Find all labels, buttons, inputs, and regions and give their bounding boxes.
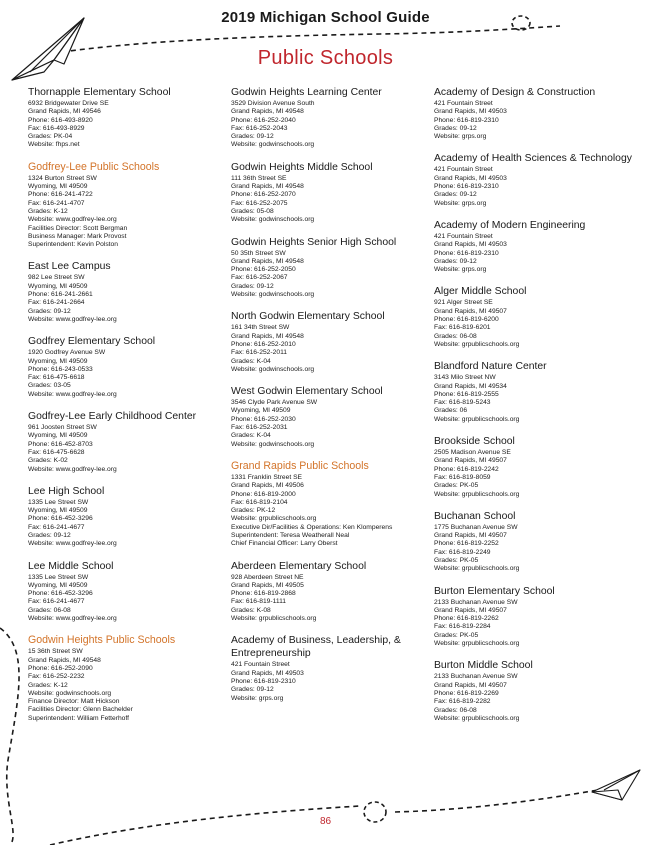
entry-detail-line: Website: grpublicschools.org [434, 640, 520, 648]
entry-detail-line: Wyoming, MI 49509 [28, 432, 88, 440]
listing-column-2 [231, 86, 436, 714]
entry-detail-line: Grand Rapids, MI 49507 [434, 307, 507, 315]
school-entry [28, 260, 233, 324]
school-name: Godwin Heights Learning Center [231, 87, 382, 98]
entry-detail-line: Fax: 616-819-5243 [434, 399, 491, 407]
entry-detail-line: 421 Fountain Street [231, 661, 290, 669]
school-entry [434, 435, 639, 499]
school-entry [434, 510, 639, 574]
entry-detail-line: 961 Joosten Street SW [28, 424, 97, 432]
entry-detail-line: Phone: 616-819-2555 [434, 390, 499, 398]
entry-detail-line: Website: grpublicschools.org [434, 714, 520, 722]
entry-detail-line: Grand Rapids, MI 49503 [434, 174, 507, 182]
school-name: Blandford Nature Center [434, 361, 547, 373]
listing-column-3 [434, 86, 639, 734]
school-name: Academy of Health Sciences & Technology [434, 153, 632, 165]
entry-detail-line: Website: grpublicschools.org [434, 415, 520, 423]
entry-detail-line: Phone: 616-252-2090 [28, 664, 93, 672]
district-name: Godwin Heights Public Schools [28, 634, 176, 647]
entry-detail-line: Wyoming, MI 49509 [28, 507, 88, 515]
entry-detail-line: Wyoming, MI 49509 [28, 357, 88, 365]
school-entry [28, 86, 233, 150]
entry-detail-line: Fax: 616-819-2104 [231, 498, 288, 506]
entry-detail-line: Grand Rapids, MI 49507 [434, 457, 507, 465]
entry-detail-line: Grades: 03-05 [28, 382, 71, 390]
entry-detail-line: Wyoming, MI 49509 [28, 183, 88, 191]
school-name: North Godwin Elementary School [231, 311, 385, 323]
entry-detail-line: Fax: 616-252-2067 [231, 274, 288, 282]
entry-detail-line: Website: godwinschools.org [28, 689, 112, 697]
school-entry [231, 310, 436, 374]
entry-detail-line: 1775 Buchanan Avenue SW [434, 523, 518, 531]
entry-detail-line: Website: www.godfrey-lee.org [28, 390, 117, 398]
entry-detail-line: Grades: 09-12 [434, 191, 477, 199]
section-title: Public Schools [257, 47, 394, 69]
school-name: Lee Middle School [28, 560, 114, 572]
school-name: East Lee Campus [28, 261, 111, 273]
entry-detail-line: Grand Rapids, MI 49548 [231, 257, 304, 265]
guide-title: 2019 Michigan School Guide [221, 9, 430, 26]
district-entry [28, 634, 233, 723]
school-entry [231, 560, 436, 624]
entry-detail-line: Grand Rapids, MI 49546 [28, 108, 101, 116]
entry-detail-line: Grand Rapids, MI 49548 [28, 656, 101, 664]
entry-detail-line: Wyoming, MI 49509 [28, 282, 88, 290]
entry-detail-line: Fax: 616-241-2664 [28, 299, 85, 307]
entry-detail-line: 928 Aberdeen Street NE [231, 573, 304, 581]
entry-detail-line: Grades: 09-12 [28, 307, 71, 315]
district-entry [231, 460, 436, 549]
entry-detail-line: Website: godwinschools.org [231, 291, 315, 299]
entry-detail-line: Fax: 616-493-8929 [28, 124, 85, 132]
entry-detail-line: 921 Alger Street SE [434, 299, 493, 307]
entry-detail-line: Phone: 616-241-4722 [28, 191, 93, 199]
entry-detail-line: 3143 Milo Street NW [434, 374, 496, 382]
entry-detail-line: 1324 Burton Street SW [28, 174, 97, 182]
district-entry [28, 161, 233, 250]
entry-detail-line: 421 Fountain Street [434, 100, 493, 107]
school-name: Thornapple Elementary School [28, 87, 171, 98]
school-entry [231, 236, 436, 300]
entry-detail-line: Facilities Director: Scott Bergman [28, 224, 128, 232]
entry-detail-line: Website: www.godfrey-lee.org [28, 615, 117, 623]
entry-detail-line: Chief Financial Officer: Larry Oberst [231, 540, 338, 548]
entry-detail-line: Fax: 616-475-6628 [28, 448, 85, 456]
entry-detail-line: Website: grps.org [231, 694, 284, 702]
school-entry [434, 219, 639, 274]
school-entry [28, 335, 233, 399]
entry-detail-line: Grades: 09-12 [231, 686, 274, 694]
entry-detail-line: Phone: 616-819-2868 [231, 590, 296, 598]
entry-detail-line: 1920 Godfrey Avenue SW [28, 349, 106, 357]
entry-detail-line: Grades: 09-12 [28, 531, 71, 539]
entry-detail-line: Grand Rapids, MI 49548 [231, 108, 304, 116]
entry-detail-line: Website: www.godfrey-lee.org [28, 315, 117, 323]
school-name: Godfrey Elementary School [28, 336, 156, 348]
entry-detail-line: Website: grps.org [434, 266, 487, 274]
entry-detail-line: Phone: 616-819-2242 [434, 465, 499, 473]
entry-detail-line: Grades: PK-05 [434, 556, 479, 564]
entry-detail-line: Website: www.godfrey-lee.org [28, 465, 117, 473]
entry-detail-line: Grades: PK-05 [434, 631, 479, 639]
entry-detail-line: Grades: K-12 [28, 207, 68, 215]
entry-detail-line: Grand Rapids, MI 49507 [434, 606, 507, 614]
school-name: Buchanan School [434, 510, 516, 522]
entry-detail-line: Phone: 616-252-2040 [231, 116, 296, 124]
school-entry [434, 285, 639, 349]
entry-detail-line: 421 Fountain Street [434, 232, 493, 240]
school-name: Burton Middle School [434, 660, 533, 672]
entry-detail-line: Superintendent: Kevin Polston [28, 241, 118, 249]
entry-detail-line: Grades: 06-08 [28, 606, 71, 614]
entry-detail-line: Grades: 09-12 [231, 282, 274, 290]
entry-detail-line: Website: grpublicschools.org [434, 490, 520, 498]
entry-detail-line: Website: godwinschools.org [231, 365, 315, 373]
entry-detail-line: Fax: 616-475-6618 [28, 374, 85, 382]
entry-detail-line: Phone: 616-819-2252 [434, 540, 499, 548]
school-entry [434, 585, 639, 649]
entry-detail-line: 2505 Madison Avenue SE [434, 449, 511, 457]
entry-detail-line: 2133 Buchanan Avenue SW [434, 598, 518, 606]
school-name: Academy of Modern Engineering [434, 219, 586, 231]
school-name: Academy of Business, Leadership, & Entrepreneurship [231, 635, 401, 660]
entry-detail-line: Phone: 616-243-0533 [28, 365, 93, 373]
entry-detail-line: Phone: 616-452-8703 [28, 440, 93, 448]
entry-detail-line: Grades: K-12 [28, 681, 68, 689]
entry-detail-line: Fax: 616-252-2043 [231, 124, 288, 132]
entry-detail-line: Website: www.godfrey-lee.org [28, 216, 117, 224]
entry-detail-line: Grades: 09-12 [231, 133, 274, 141]
entry-detail-line: Phone: 616-819-2310 [231, 677, 296, 685]
entry-detail-line: 3546 Clyde Park Avenue SW [231, 399, 318, 407]
entry-detail-line: Phone: 616-819-2269 [434, 689, 499, 697]
entry-detail-line: Phone: 616-252-2070 [231, 191, 296, 199]
entry-detail-line: Grand Rapids, MI 49506 [231, 482, 304, 490]
entry-detail-line: Grand Rapids, MI 49534 [434, 382, 507, 390]
district-name: Grand Rapids Public Schools [231, 459, 369, 472]
entry-detail-line: Grades: PK-12 [231, 507, 276, 515]
entry-detail-line: 1335 Lee Street SW [28, 498, 89, 506]
school-entry [231, 86, 436, 150]
school-entry [231, 634, 436, 702]
school-name: Godwin Heights Middle School [231, 161, 373, 173]
entry-detail-line: Website: www.godfrey-lee.org [28, 540, 117, 548]
school-name: Godfrey-Lee Early Childhood Center [28, 411, 197, 423]
entry-detail-line: Fax: 616-819-2284 [434, 623, 491, 631]
entry-detail-line: 111 36th Street SE [231, 174, 287, 182]
entry-detail-line: Website: grpublicschools.org [231, 615, 317, 623]
entry-detail-line: Grades: K-08 [231, 606, 271, 614]
entry-detail-line: Phone: 616-819-2000 [231, 490, 296, 498]
entry-detail-line: Phone: 616-252-2010 [231, 340, 296, 348]
entry-detail-line: 1331 Franklin Street SE [231, 473, 302, 481]
entry-detail-line: Website: grpublicschools.org [434, 340, 520, 348]
entry-detail-line: Website: godwinschools.org [231, 216, 315, 224]
entry-detail-line: Website: godwinschools.org [231, 141, 315, 149]
school-name: Godwin Heights Senior High School [231, 236, 397, 248]
entry-detail-line: Grades: 09-12 [434, 124, 477, 132]
entry-detail-line: Grades: K-02 [28, 457, 68, 465]
entry-detail-line: Superintendent: William Fetterhoff [28, 714, 129, 722]
school-entry [231, 385, 436, 449]
entry-detail-line: Grades: PK-04 [28, 133, 73, 141]
entry-detail-line: Grades: PK-05 [434, 482, 479, 490]
entry-detail-line: Website: grps.org [434, 199, 487, 207]
entry-detail-line: Fax: 616-819-1111 [231, 598, 287, 606]
entry-detail-line: Website: grpublicschools.org [434, 565, 520, 573]
school-entry [28, 485, 233, 549]
entry-detail-line: 50 35th Street SW [231, 249, 286, 257]
entry-detail-line: 982 Lee Street SW [28, 274, 85, 282]
entry-detail-line: Website: grps.org [434, 133, 487, 141]
entry-detail-line: Fax: 616-252-2232 [28, 673, 85, 681]
entry-detail-line: Website: godwinschools.org [231, 440, 315, 448]
entry-detail-line: Fax: 616-819-6201 [434, 324, 491, 332]
entry-detail-line: Grades: K-04 [231, 357, 271, 365]
entry-detail-line: Facilities Director: Glenn Bachelder [28, 706, 133, 714]
entry-detail-line: Finance Director: Matt Hickson [28, 698, 120, 706]
entry-detail-line: 15 36th Street SW [28, 648, 83, 656]
entry-detail-line: Grades: 06-08 [434, 332, 477, 340]
entry-detail-line: Grades: 05-08 [231, 207, 274, 215]
school-name: West Godwin Elementary School [231, 386, 383, 398]
entry-detail-line: Phone: 616-819-2310 [434, 183, 499, 191]
entry-detail-line: Phone: 616-252-2050 [231, 266, 296, 274]
entry-detail-line: Grand Rapids, MI 49503 [434, 108, 507, 116]
entry-detail-line: Fax: 616-819-2282 [434, 698, 491, 706]
entry-detail-line: Fax: 616-252-2011 [231, 349, 288, 357]
entry-detail-line: Grades: 06 [434, 407, 468, 415]
entry-detail-line: Phone: 616-819-2262 [434, 615, 499, 623]
school-entry [434, 360, 639, 424]
entry-detail-line: Grand Rapids, MI 49507 [434, 681, 507, 689]
school-name: Brookside School [434, 436, 515, 448]
entry-detail-line: Grand Rapids, MI 49507 [434, 532, 507, 540]
entry-detail-line: Grand Rapids, MI 49548 [231, 183, 304, 191]
page-number: 86 [319, 816, 332, 827]
entry-detail-line: Phone: 616-819-6200 [434, 316, 499, 324]
entry-detail-line: Phone: 616-452-3296 [28, 590, 93, 598]
school-entry [434, 86, 639, 141]
entry-detail-line: Fax: 616-252-2031 [231, 424, 288, 432]
school-name: Academy of Design & Construction [434, 87, 596, 98]
school-name: Alger Middle School [434, 286, 527, 298]
school-entry [28, 560, 233, 624]
entry-detail-line: Grades: K-04 [231, 432, 271, 440]
entry-detail-line: 6932 Bridgewater Drive SE [28, 100, 109, 107]
entry-detail-line: Grades: 09-12 [434, 257, 477, 265]
district-name: Godfrey-Lee Public Schools [28, 160, 160, 173]
entry-detail-line: Phone: 616-819-2310 [434, 116, 499, 124]
entry-detail-line: Fax: 616-241-4677 [28, 598, 85, 606]
entry-detail-line: Wyoming, MI 49509 [231, 407, 291, 415]
entry-detail-line: Business Manager: Mark Provost [28, 232, 127, 240]
entry-detail-line: Fax: 616-819-2249 [434, 548, 491, 556]
entry-detail-line: 161 34th Street SW [231, 324, 290, 332]
entry-detail-line: 3529 Division Avenue South [231, 100, 315, 107]
school-entry [434, 152, 639, 207]
school-name: Burton Elementary School [434, 585, 555, 597]
entry-detail-line: Phone: 616-493-8920 [28, 116, 93, 124]
entry-detail-line: Grades: 06-08 [434, 706, 477, 714]
entry-detail-line: Phone: 616-819-2310 [434, 249, 499, 257]
entry-detail-line: Superintendent: Teresa Weatherall Neal [231, 531, 350, 539]
school-name: Lee High School [28, 485, 105, 497]
entry-detail-line: Phone: 616-241-2661 [28, 291, 93, 299]
entry-detail-line: Fax: 616-241-4707 [28, 199, 85, 207]
entry-detail-line: 1335 Lee Street SW [28, 573, 89, 581]
entry-detail-line: Website: grpublicschools.org [231, 515, 317, 523]
entry-detail-line: Grand Rapids, MI 49505 [231, 581, 304, 589]
listing-column-1 [28, 86, 233, 734]
school-entry [231, 161, 436, 225]
entry-detail-line: 421 Fountain Street [434, 166, 493, 174]
entry-detail-line: Phone: 616-452-3296 [28, 515, 93, 523]
entry-detail-line: Phone: 616-252-2030 [231, 415, 296, 423]
entry-detail-line: Executive Dir/Facilities & Operations: Ken Klomperens [231, 523, 393, 531]
school-entry [434, 659, 639, 723]
school-name: Aberdeen Elementary School [231, 560, 367, 572]
entry-detail-line: Wyoming, MI 49509 [28, 581, 88, 589]
entry-detail-line: Fax: 616-819-8059 [434, 473, 491, 481]
entry-detail-line: Grand Rapids, MI 49503 [434, 241, 507, 249]
entry-detail-line: 2133 Buchanan Avenue SW [434, 673, 518, 681]
entry-detail-line: Grand Rapids, MI 49503 [231, 669, 304, 677]
entry-detail-line: Website: fhps.net [28, 141, 80, 149]
school-entry [28, 410, 233, 474]
entry-detail-line: Grand Rapids, MI 49548 [231, 332, 304, 340]
entry-detail-line: Fax: 616-252-2075 [231, 199, 288, 207]
entry-detail-line: Fax: 616-241-4677 [28, 523, 85, 531]
